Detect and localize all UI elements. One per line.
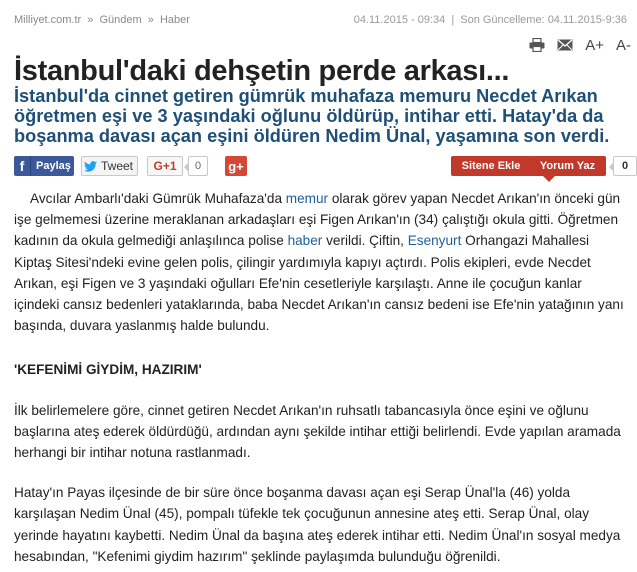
article-paragraph: Hatay'ın Payas ilçesinde de bir süre önce boşanma davası açan eşi Serap Ünal'la (46) yolda karşılaşan Nedim Ünal (45), pompalı tüfekle tek çocuğunun annesine ateş etti. Serap Ünal, olay yerinde hayatını kaybetti. Nedim Ünal da başına ateş ederek intihar etti. Nedim Ünal'ın sosyal medya hesabından, "Kefenimi giydim hazırım" şeklinde paylaşımda bulunduğu öğrenildi.: [14, 485, 621, 564]
article-tools: [529, 36, 631, 54]
tweet-button[interactable]: [81, 156, 138, 176]
top-bar: [14, 14, 629, 30]
article-subheading: 'KEFENİMİ GİYDİM, HAZIRIM': [14, 362, 202, 378]
facebook-share-button[interactable]: [14, 156, 74, 176]
breadcrumb-separator: »: [147, 14, 154, 26]
mail-icon[interactable]: [557, 39, 573, 51]
comment-button[interactable]: Yorum Yaz: [529, 156, 606, 176]
article-dates: [354, 14, 627, 26]
tag-link-memur[interactable]: memur: [285, 191, 329, 206]
twitter-bird-icon: [82, 161, 98, 172]
paragraph-text: verildi. Çiftin,: [322, 233, 408, 249]
updated-label: Son Güncelleme:: [460, 14, 545, 26]
tweet-label: Tweet: [101, 159, 134, 173]
share-bar: [14, 156, 629, 178]
breadcrumb-separator: »: [87, 14, 94, 26]
paragraph-text: Orhangazi Mahallesi Kiptaş Sitesi'ndeki evine gelen polis, çilingir yardımıyla kapıyı açtırdı. Polis ekipleri, evde Necdet Arıkan, eşi Figen ve 3 yaşındaki oğulları Efe'nin cesetleriyle karşılaştı. Anne ile çocuğun kanlar içindeki cansız bedenleri yataklarında, baba Necdet Arıkan'ın cansız bedeni ise Efe'nin yatağının yanı başında, duvara yaslanmış halde bulundu.: [14, 233, 624, 334]
gplus-count: 0: [188, 156, 208, 176]
article-body: [14, 188, 624, 567]
date-divider: |: [451, 14, 455, 26]
print-icon[interactable]: [529, 38, 545, 52]
breadcrumb-site-link[interactable]: Milliyet.com.tr: [14, 14, 82, 26]
tag-link-haber[interactable]: haber: [287, 233, 323, 249]
font-increase-button[interactable]: A+: [585, 36, 604, 54]
breadcrumb: [14, 14, 190, 26]
tag-link-esenyurt[interactable]: Esenyurt: [407, 233, 462, 249]
updated-date: 04.11.2015-9:36: [547, 14, 627, 26]
comment-count: 0: [613, 156, 637, 176]
article-paragraph: [14, 188, 624, 336]
facebook-share-label: Paylaş: [36, 160, 71, 172]
paragraph-text: olarak görev yapan Necdet Arıkan'ın önceki gün işe gelmemesi üzerine meraklanan arkadaşları eşi Figen Arıkan'ın (34) çalıştığı okula gitti. Öğretmen kadının da okula gelmediği anlaşılınca polise: [14, 191, 621, 249]
breadcrumb-section-link[interactable]: Gündem: [99, 14, 142, 26]
article-subtitle: İstanbul'da cinnet getiren gümrük muhafaza memuru Necdet Arıkan öğretmen eşi ve 3 yaşındaki oğlunu öldürüp, intihar etti. Hatay'da da boşanma davası açan eşini öldüren Nedim Ünal, yaşamına son verdi.: [14, 86, 610, 146]
facebook-icon: f: [14, 156, 31, 176]
breadcrumb-page-link[interactable]: Haber: [159, 14, 190, 26]
font-decrease-button[interactable]: A-: [616, 36, 631, 54]
gplus-share-button[interactable]: g+: [225, 156, 247, 176]
gplus-one-button[interactable]: G+1: [147, 156, 183, 176]
paragraph-text: Avcılar Ambarlı'daki Gümrük Muhafaza'da: [30, 191, 286, 206]
article-paragraph: İlk belirlemelere göre, cinnet getiren Necdet Arıkan'ın ruhsatlı tabancasıyla önce eşini ve oğlunu başlarına ateş ederek öldürdüğü, ardından aynı şekilde intihar ettiği belirlendi. Evde yapılan aramada herhangi bir intihar notuna rastlanmadı.: [14, 402, 621, 461]
published-date: 04.11.2015 - 09:34: [353, 14, 446, 26]
article-title: İstanbul'daki dehşetin perde arkası...: [14, 55, 510, 87]
site-add-button[interactable]: Sitene Ekle: [451, 156, 531, 176]
